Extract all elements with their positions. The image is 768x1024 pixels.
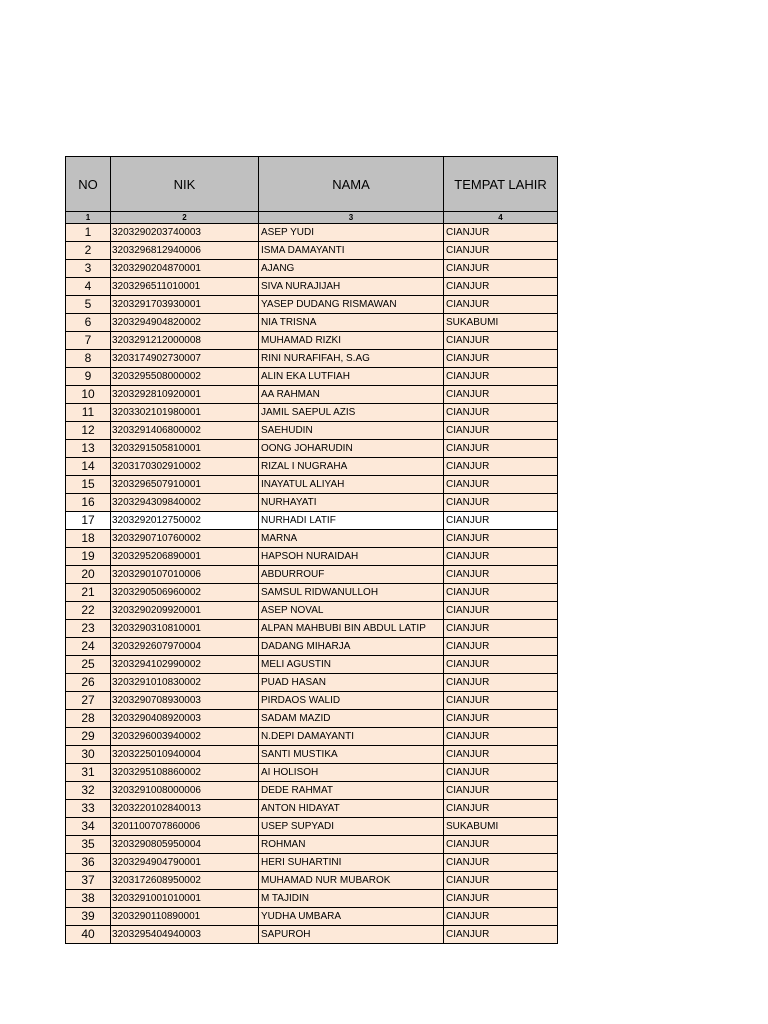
nama-cell[interactable]: JAMIL SAEPUL AZIS [259,404,444,422]
no-cell[interactable]: 2 [66,242,111,260]
tempat-lahir-cell[interactable]: CIANJUR [444,440,558,458]
nama-cell[interactable]: SADAM MAZID [259,710,444,728]
tempat-lahir-cell[interactable]: CIANJUR [444,926,558,944]
no-cell[interactable]: 29 [66,728,111,746]
no-cell[interactable]: 18 [66,530,111,548]
nama-cell[interactable]: NURHAYATI [259,494,444,512]
tempat-lahir-cell[interactable]: CIANJUR [444,278,558,296]
no-cell[interactable]: 15 [66,476,111,494]
no-cell[interactable]: 11 [66,404,111,422]
nik-cell[interactable]: 3203220102840013 [111,800,259,818]
tempat-lahir-cell[interactable]: CIANJUR [444,890,558,908]
nik-cell[interactable]: 3203294309840002 [111,494,259,512]
tempat-lahir-cell[interactable]: CIANJUR [444,548,558,566]
tempat-lahir-cell[interactable]: SUKABUMI [444,818,558,836]
tempat-lahir-cell[interactable]: CIANJUR [444,422,558,440]
tempat-lahir-cell[interactable]: CIANJUR [444,692,558,710]
table-row [66,638,558,656]
no-cell[interactable]: 14 [66,458,111,476]
nama-cell[interactable]: ROHMAN [259,836,444,854]
no-cell[interactable]: 7 [66,332,111,350]
nik-cell[interactable]: 3203290710760002 [111,530,259,548]
table-row [66,314,558,332]
nik-cell[interactable]: 3203290408920003 [111,710,259,728]
no-cell[interactable]: 16 [66,494,111,512]
no-cell[interactable]: 25 [66,656,111,674]
nik-cell[interactable]: 3203290107010006 [111,566,259,584]
header-row [66,157,558,212]
nama-cell[interactable]: M TAJIDIN [259,890,444,908]
table-row [66,386,558,404]
no-cell[interactable]: 26 [66,674,111,692]
tempat-lahir-cell[interactable]: CIANJUR [444,872,558,890]
nik-cell[interactable]: 3203291010830002 [111,674,259,692]
table-row [66,692,558,710]
table-row [66,332,558,350]
table-row [66,260,558,278]
no-cell[interactable]: 6 [66,314,111,332]
nama-cell[interactable]: OONG JOHARUDIN [259,440,444,458]
table-row [66,782,558,800]
tempat-lahir-cell[interactable]: CIANJUR [444,602,558,620]
nama-cell[interactable]: HERI SUHARTINI [259,854,444,872]
nik-cell[interactable]: 3203295404940003 [111,926,259,944]
nama-cell[interactable]: SAMSUL RIDWANULLOH [259,584,444,602]
tempat-lahir-cell[interactable]: CIANJUR [444,800,558,818]
nama-cell[interactable]: NURHADI LATIF [259,512,444,530]
nik-cell[interactable]: 3203172608950002 [111,872,259,890]
tempat-lahir-cell[interactable]: CIANJUR [444,260,558,278]
column-number[interactable]: 3 [259,212,444,224]
nik-cell[interactable]: 3203291505810001 [111,440,259,458]
nama-cell[interactable]: NIA TRISNA [259,314,444,332]
table-row [66,710,558,728]
table-row [66,728,558,746]
table-row [66,494,558,512]
nama-cell[interactable]: SANTI MUSTIKA [259,746,444,764]
tempat-lahir-cell[interactable]: CIANJUR [444,656,558,674]
table-row [66,296,558,314]
no-cell[interactable]: 39 [66,908,111,926]
nik-cell[interactable]: 3203170302910002 [111,458,259,476]
table-header [66,157,558,224]
column-number[interactable]: 4 [444,212,558,224]
nik-cell[interactable]: 3203291406800002 [111,422,259,440]
no-cell[interactable]: 40 [66,926,111,944]
nama-cell[interactable]: PIRDAOS WALID [259,692,444,710]
table-row [66,872,558,890]
tempat-lahir-cell[interactable]: CIANJUR [444,386,558,404]
tempat-lahir-cell[interactable]: CIANJUR [444,782,558,800]
tempat-lahir-cell[interactable]: CIANJUR [444,728,558,746]
no-cell[interactable]: 19 [66,548,111,566]
table-row [66,566,558,584]
no-cell[interactable]: 38 [66,890,111,908]
header-nama[interactable]: NAMA [259,157,444,212]
table-row [66,620,558,638]
table-row [66,836,558,854]
nik-cell[interactable]: 3203174902730007 [111,350,259,368]
table-row [66,530,558,548]
no-cell[interactable]: 37 [66,872,111,890]
no-cell[interactable]: 32 [66,782,111,800]
nama-cell[interactable]: MARNA [259,530,444,548]
table-row [66,656,558,674]
no-cell[interactable]: 12 [66,422,111,440]
nama-cell[interactable]: SAEHUDIN [259,422,444,440]
header-nik[interactable]: NIK [111,157,259,212]
column-number[interactable]: 2 [111,212,259,224]
tempat-lahir-cell[interactable]: CIANJUR [444,908,558,926]
no-cell[interactable]: 33 [66,800,111,818]
nama-cell[interactable]: ASEP NOVAL [259,602,444,620]
tempat-lahir-cell[interactable]: CIANJUR [444,224,558,242]
tempat-lahir-cell[interactable]: CIANJUR [444,332,558,350]
table-row [66,548,558,566]
nik-cell[interactable]: 3203290209920001 [111,602,259,620]
tempat-lahir-cell[interactable]: CIANJUR [444,710,558,728]
no-cell[interactable]: 8 [66,350,111,368]
tempat-lahir-cell[interactable]: CIANJUR [444,566,558,584]
nik-cell[interactable]: 3203291703930001 [111,296,259,314]
no-cell[interactable]: 13 [66,440,111,458]
tempat-lahir-cell[interactable]: CIANJUR [444,368,558,386]
nama-cell[interactable]: INAYATUL ALIYAH [259,476,444,494]
data-table [65,156,558,944]
no-cell[interactable]: 24 [66,638,111,656]
nama-cell[interactable]: USEP SUPYADI [259,818,444,836]
table-row [66,764,558,782]
table-row [66,674,558,692]
nik-cell[interactable]: 3203292607970004 [111,638,259,656]
nama-cell[interactable]: ISMA DAMAYANTI [259,242,444,260]
nama-cell[interactable]: ABDURROUF [259,566,444,584]
nama-cell[interactable]: YASEP DUDANG RISMAWAN [259,296,444,314]
tempat-lahir-cell[interactable]: CIANJUR [444,836,558,854]
no-cell[interactable]: 21 [66,584,111,602]
nik-cell[interactable]: 3203291001010001 [111,890,259,908]
no-cell[interactable]: 17 [66,512,111,530]
tempat-lahir-cell[interactable]: CIANJUR [444,530,558,548]
nama-cell[interactable]: HAPSOH NURAIDAH [259,548,444,566]
nama-cell[interactable]: AI HOLISOH [259,764,444,782]
nama-cell[interactable]: ALIN EKA LUTFIAH [259,368,444,386]
tempat-lahir-cell[interactable]: CIANJUR [444,512,558,530]
header-no[interactable]: NO [66,157,111,212]
table-row [66,512,558,530]
nik-cell[interactable]: 3203295508000002 [111,368,259,386]
table-row [66,368,558,386]
no-cell[interactable]: 30 [66,746,111,764]
nama-cell[interactable]: DADANG MIHARJA [259,638,444,656]
table-row [66,818,558,836]
table-row [66,854,558,872]
nik-cell[interactable]: 3203290204870001 [111,260,259,278]
table-body [66,224,558,944]
table-row [66,350,558,368]
table-row [66,242,558,260]
nik-cell[interactable]: 3203296003940002 [111,728,259,746]
tempat-lahir-cell[interactable]: CIANJUR [444,242,558,260]
nik-cell[interactable]: 3203294102990002 [111,656,259,674]
tempat-lahir-cell[interactable]: CIANJUR [444,746,558,764]
nama-cell[interactable]: ANTON HIDAYAT [259,800,444,818]
table-row [66,746,558,764]
no-cell[interactable]: 3 [66,260,111,278]
table-row [66,440,558,458]
nik-cell[interactable]: 3203302101980001 [111,404,259,422]
no-cell[interactable]: 28 [66,710,111,728]
nik-cell[interactable]: 3203292810920001 [111,386,259,404]
nik-cell[interactable]: 3203296511010001 [111,278,259,296]
tempat-lahir-cell[interactable]: CIANJUR [444,584,558,602]
table-row [66,800,558,818]
nik-cell[interactable]: 3203290310810001 [111,620,259,638]
no-cell[interactable]: 31 [66,764,111,782]
tempat-lahir-cell[interactable]: CIANJUR [444,854,558,872]
no-cell[interactable]: 27 [66,692,111,710]
nama-cell[interactable]: YUDHA UMBARA [259,908,444,926]
nik-cell[interactable]: 3203295206890001 [111,548,259,566]
table-row [66,908,558,926]
nama-cell[interactable]: N.DEPI DAMAYANTI [259,728,444,746]
no-cell[interactable]: 9 [66,368,111,386]
header-tempat-lahir[interactable]: TEMPAT LAHIR [444,157,558,212]
no-cell[interactable]: 10 [66,386,111,404]
nik-cell[interactable]: 3203294904790001 [111,854,259,872]
no-cell[interactable]: 1 [66,224,111,242]
nama-cell[interactable]: AA RAHMAN [259,386,444,404]
table-row [66,926,558,944]
no-cell[interactable]: 4 [66,278,111,296]
tempat-lahir-cell[interactable]: CIANJUR [444,458,558,476]
nama-cell[interactable]: SIVA NURAJIJAH [259,278,444,296]
tempat-lahir-cell[interactable]: CIANJUR [444,476,558,494]
table-row [66,890,558,908]
nama-cell[interactable]: AJANG [259,260,444,278]
nama-cell[interactable]: MUHAMAD RIZKI [259,332,444,350]
nik-cell[interactable]: 3203291008000006 [111,782,259,800]
table-row [66,584,558,602]
column-number[interactable]: 1 [66,212,111,224]
nik-cell[interactable]: 3203290110890001 [111,908,259,926]
column-number-row [66,212,558,224]
nik-cell[interactable]: 3203290203740003 [111,224,259,242]
tempat-lahir-cell[interactable]: CIANJUR [444,638,558,656]
nik-cell[interactable]: 3203296812940006 [111,242,259,260]
nik-cell[interactable]: 3203290506960002 [111,584,259,602]
no-cell[interactable]: 34 [66,818,111,836]
no-cell[interactable]: 36 [66,854,111,872]
no-cell[interactable]: 5 [66,296,111,314]
nik-cell[interactable]: 3203290805950004 [111,836,259,854]
tempat-lahir-cell[interactable]: CIANJUR [444,350,558,368]
nik-cell[interactable]: 3203295108860002 [111,764,259,782]
tempat-lahir-cell[interactable]: CIANJUR [444,620,558,638]
table-row [66,404,558,422]
table-row [66,476,558,494]
tempat-lahir-cell[interactable]: CIANJUR [444,764,558,782]
nama-cell[interactable]: MUHAMAD NUR MUBAROK [259,872,444,890]
tempat-lahir-cell[interactable]: SUKABUMI [444,314,558,332]
no-cell[interactable]: 23 [66,620,111,638]
nama-cell[interactable]: ASEP YUDI [259,224,444,242]
nama-cell[interactable]: RINI NURAFIFAH, S.AG [259,350,444,368]
table-row [66,278,558,296]
nik-cell[interactable]: 3203225010940004 [111,746,259,764]
tempat-lahir-cell[interactable]: CIANJUR [444,674,558,692]
nama-cell[interactable]: SAPUROH [259,926,444,944]
nama-cell[interactable]: DEDE RAHMAT [259,782,444,800]
nik-cell[interactable]: 3203292012750002 [111,512,259,530]
tempat-lahir-cell[interactable]: CIANJUR [444,404,558,422]
nama-cell[interactable]: MELI AGUSTIN [259,656,444,674]
no-cell[interactable]: 35 [66,836,111,854]
nik-cell[interactable]: 3203294904820002 [111,314,259,332]
table-row [66,458,558,476]
nama-cell[interactable]: ALPAN MAHBUBI BIN ABDUL LATIP [259,620,444,638]
tempat-lahir-cell[interactable]: CIANJUR [444,494,558,512]
nama-cell[interactable]: RIZAL I NUGRAHA [259,458,444,476]
table-row [66,422,558,440]
table-row [66,224,558,242]
table-row [66,602,558,620]
no-cell[interactable]: 22 [66,602,111,620]
nik-cell[interactable]: 3203290708930003 [111,692,259,710]
nik-cell[interactable]: 3203291212000008 [111,332,259,350]
nik-cell[interactable]: 3201100707860006 [111,818,259,836]
nik-cell[interactable]: 3203296507910001 [111,476,259,494]
no-cell[interactable]: 20 [66,566,111,584]
nama-cell[interactable]: PUAD HASAN [259,674,444,692]
tempat-lahir-cell[interactable]: CIANJUR [444,296,558,314]
